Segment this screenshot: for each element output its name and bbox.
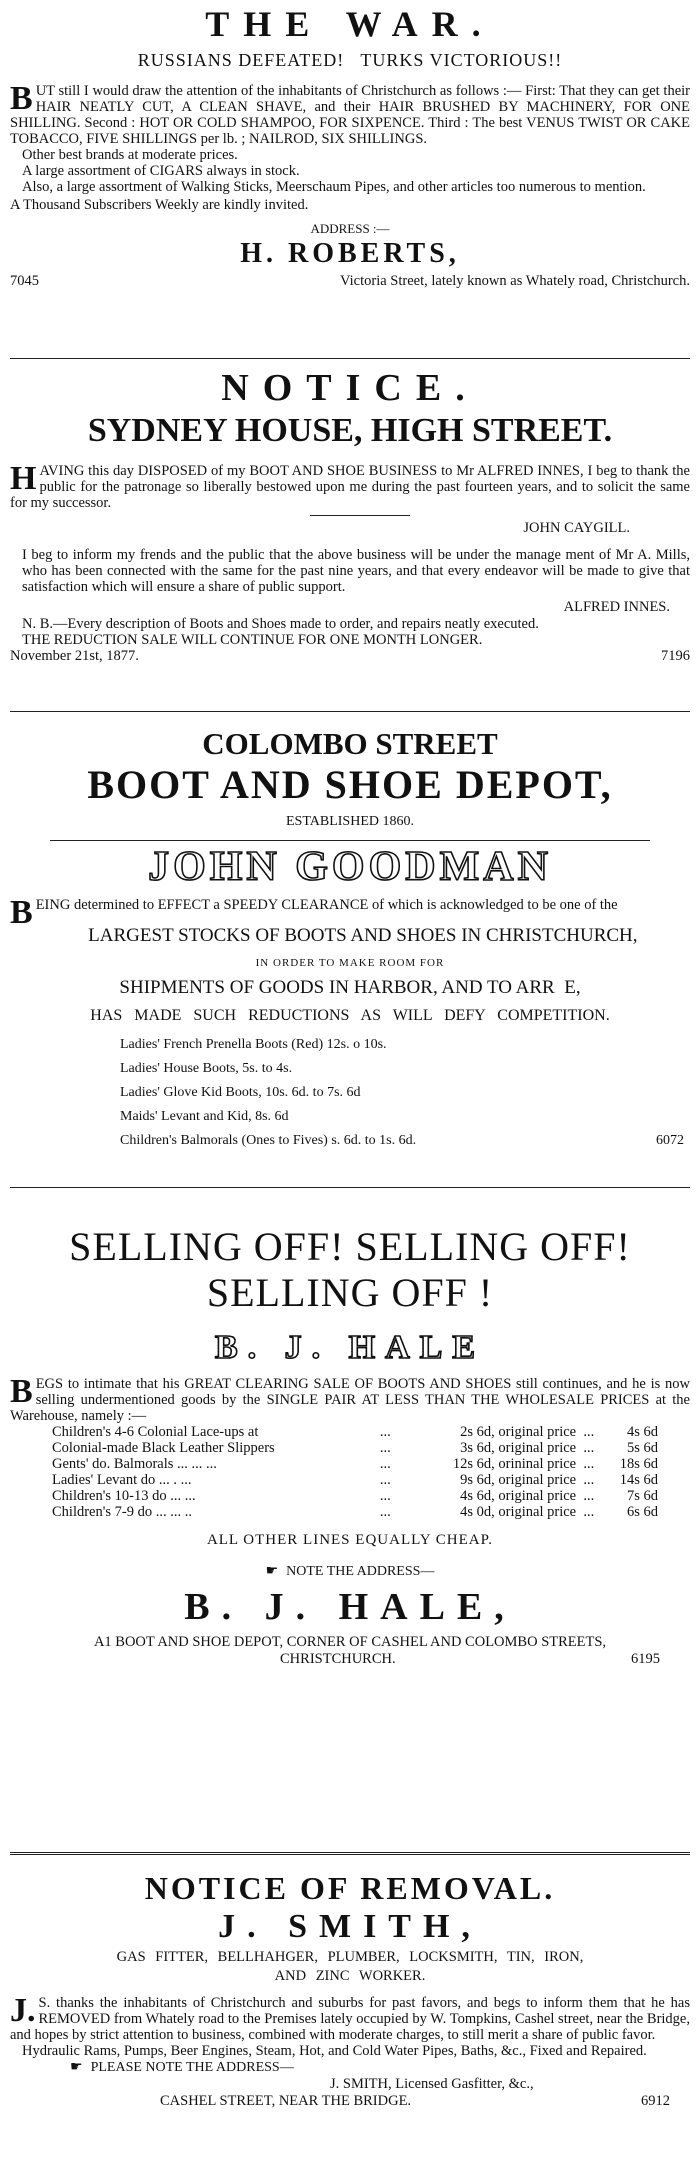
war-line-5: Also, a large assortment of Walking Sticks, Meerschaum Pipes, and other articles too numerous to mention. xyxy=(22,179,646,195)
war-proprietor-name: H. ROBERTS, xyxy=(240,238,460,269)
war-advertisement xyxy=(10,0,690,358)
hale-headline-2: SELLING OFF ! xyxy=(206,1270,494,1315)
colombo-item: Children's Balmorals (Ones to Fives) s. 6d. to 1s. 6d. xyxy=(120,1133,417,1148)
notice-short-rule xyxy=(310,515,410,516)
price-original: 14s 6d xyxy=(619,1472,658,1488)
hale-intro-text: EGS to intimate that his GREAT CLEARING SALE OF BOOTS AND SHOES still continues, and he is now selling undermentioned goods by the SINGLE PAIR AT LESS THAN THE WHOLESALE PRICES at the Warehouse, namely :— xyxy=(10,1376,690,1424)
price-now: 3s 6d, original price xyxy=(460,1440,577,1456)
notice-number: 7196 xyxy=(661,648,690,664)
colombo-largest: LARGEST STOCKS OF BOOTS AND SHOES IN CHRISTCHURCH, xyxy=(88,925,638,946)
smith-address: CASHEL STREET, NEAR THE BRIDGE. xyxy=(160,2093,412,2109)
smith-name: J. SMITH, xyxy=(218,1908,482,1945)
war-line-4: A large assortment of CIGARS always in stock. xyxy=(22,163,300,179)
hale-name-banner: B. J. HALE xyxy=(10,1326,690,1370)
war-address-row xyxy=(10,273,690,290)
price-item: Children's 7-9 do ... ... .. xyxy=(52,1504,192,1520)
smith-note xyxy=(10,2059,690,2076)
notice-drop-cap: H xyxy=(10,460,37,497)
colombo-proprietor: JOHN GOODMAN xyxy=(148,844,552,890)
price-original: 7s 6d xyxy=(626,1488,658,1504)
colombo-line-2: BOOT AND SHOE DEPOT, xyxy=(87,762,613,807)
pointing-hand-icon: ☛ xyxy=(265,1564,279,1579)
smith-title: NOTICE OF REMOVAL. xyxy=(144,1870,556,1906)
war-drop-cap: B xyxy=(10,80,33,117)
war-address-label: ADDRESS :— xyxy=(310,221,390,236)
smith-removal-notice xyxy=(10,1855,690,2175)
smith-para-text: S. thanks the inhabitants of Christchurch and suburbs for past favors, and begs to inform them that he has REMOVED from Whately road to the Premises lately occupied by W. Tompkins, Cashel street, near the Bridge, and hopes by strict attention to business, combined with moderate charges, to still merit a share of public favor. xyxy=(10,1995,690,2043)
price-original: 4s 6d xyxy=(626,1424,658,1440)
hale-number: 6195 xyxy=(631,1651,660,1667)
smith-trades-2: AND ZINC WORKER. xyxy=(274,1968,426,1984)
war-line-2: First: That they can get their HAIR NEATLY CUT, A CLEAN SHAVE, and their HAIR BRUSHED BY MACHINERY, FOR ONE SHILLING. Second : HOT OR COLD SHAMPOO, FOR SIXPENCE. Third : The best VENUS TWIST OR CAKE TOBACCO, FIVE SHILLINGS per lb. ; NAILROD, SIX SHILLINGS. xyxy=(10,83,690,147)
price-dots: ... xyxy=(379,1440,391,1456)
colombo-order: IN ORDER TO MAKE ROOM FOR xyxy=(255,957,445,969)
price-dots: ... xyxy=(583,1456,595,1472)
price-dots: ... xyxy=(583,1488,595,1504)
smith-trades-1: GAS FITTER, BELLHAHGER, PLUMBER, LOCKSMITH, TIN, IRON, xyxy=(116,1949,584,1965)
pointing-hand-icon: ☛ xyxy=(70,2060,83,2075)
price-row xyxy=(50,1440,660,1456)
hale-intro xyxy=(10,1373,690,1424)
colombo-shipments: SHIPMENTS OF GOODS IN HARBOR, AND TO ARR E, xyxy=(119,977,581,998)
war-line-6: A Thousand Subscribers Weekly are kindly invited. xyxy=(10,197,309,213)
price-dots: ... xyxy=(379,1424,391,1440)
war-ad-number: 7045 xyxy=(10,273,39,289)
price-original: 6s 6d xyxy=(626,1504,658,1520)
price-dots: ... xyxy=(583,1472,595,1488)
hale-note xyxy=(10,1563,690,1580)
price-dots: ... xyxy=(379,1456,391,1472)
notice-date-row xyxy=(10,648,690,665)
colombo-last-item-row xyxy=(120,1129,690,1153)
price-original: 5s 6d xyxy=(626,1440,658,1456)
colombo-number: 6072 xyxy=(656,1133,684,1148)
price-item: Ladies' Levant do ... . ... xyxy=(52,1472,192,1488)
hale-city: CHRISTCHURCH. xyxy=(280,1651,396,1667)
notice-paragraph-2: I beg to inform my frends and the public that the above business will be under the manage ment of Mr A. Mills, who has been connected with the same for the past nine years, and that every endeavor will be made to give that satisfaction which will ensure a share of public support. xyxy=(22,547,690,595)
price-row xyxy=(50,1504,660,1520)
price-now: 2s 6d, original price xyxy=(460,1424,577,1440)
hale-other-lines: ALL OTHER LINES EQUALLY CHEAP. xyxy=(206,1532,494,1548)
war-line-1: UT still I would draw the attention of the inhabitants of Christchurch as follows :— xyxy=(35,83,522,99)
price-now: 4s 6d, original price xyxy=(460,1488,577,1504)
colombo-item: Ladies' French Prenella Boots (Red) 12s. o 10s. xyxy=(120,1037,387,1052)
smith-number: 6912 xyxy=(641,2093,670,2109)
price-dots: ... xyxy=(379,1504,391,1520)
colombo-item: Maids' Levant and Kid, 8s. 6d xyxy=(120,1109,289,1124)
notice-title: NOTICE. xyxy=(221,367,479,409)
colombo-reductions: HAS MADE SUCH REDUCTIONS AS WILL DEFY COMPETITION. xyxy=(90,1007,610,1024)
hale-price-table xyxy=(50,1424,660,1520)
smith-drop-cap: J. xyxy=(10,1992,36,2029)
price-item: Children's 10-13 do ... ... xyxy=(52,1488,196,1504)
smith-paragraph xyxy=(10,1992,690,2043)
price-dots: ... xyxy=(583,1504,595,1520)
notice-subtitle: SYDNEY HOUSE, HIGH STREET. xyxy=(87,412,613,449)
notice-paragraph-1 xyxy=(10,460,690,511)
hale-advertisement xyxy=(10,1188,690,1852)
war-line-3: Other best brands at moderate prices. xyxy=(22,147,238,163)
price-row xyxy=(50,1472,660,1488)
price-dots: ... xyxy=(379,1488,391,1504)
colombo-depot-advertisement xyxy=(10,712,690,1187)
hale-headline-1: SELLING OFF! SELLING OFF! xyxy=(69,1224,631,1269)
war-subtitle: RUSSIANS DEFEATED! TURKS VICTORIOUS!! xyxy=(137,50,563,70)
notice-signature-1: JOHN CAYGILL. xyxy=(523,520,630,536)
notice-nb: N. B.—Every description of Boots and Shoes made to order, and repairs neatly executed. xyxy=(22,616,539,632)
hale-city-row xyxy=(10,1651,690,1668)
price-item: Gents' do. Balmorals ... ... ... xyxy=(52,1456,217,1472)
price-row xyxy=(50,1488,660,1504)
colombo-drop-cap: B xyxy=(10,894,33,931)
war-paragraph-1 xyxy=(10,80,690,147)
colombo-intro xyxy=(10,894,690,931)
colombo-item: Ladies' Glove Kid Boots, 10s. 6d. to 7s. 6d xyxy=(120,1085,361,1100)
colombo-line-1: COLOMBO STREET xyxy=(202,726,498,761)
price-now: 9s 6d, original price xyxy=(460,1472,577,1488)
notice-reduction: THE REDUCTION SALE WILL CONTINUE FOR ONE MONTH LONGER. xyxy=(22,632,483,648)
price-now: 12s 6d, orininal price xyxy=(452,1456,577,1472)
price-item: Children's 4-6 Colonial Lace-ups at xyxy=(52,1424,259,1440)
smith-address-row xyxy=(10,2093,690,2110)
smith-paragraph-2: Hydraulic Rams, Pumps, Beer Engines, Steam, Hot, and Cold Water Pipes, Baths, &c., Fixed and Repaired. xyxy=(22,2043,647,2059)
notice-para-1-text: AVING this day DISPOSED of my BOOT AND SHOE BUSINESS to Mr ALFRED INNES, I beg to thank the public for the patronage so liberally bestowed upon me during the past fourteen years, and to solicit the same for my successor. xyxy=(10,463,690,511)
hale-name: B. J. HALE, xyxy=(184,1586,516,1628)
price-row xyxy=(50,1424,660,1440)
hale-drop-cap: B xyxy=(10,1373,33,1410)
smith-note-text: PLEASE NOTE THE ADDRESS— xyxy=(90,2060,294,2075)
price-dots: ... xyxy=(583,1424,595,1440)
war-title: THE WAR. xyxy=(205,4,495,44)
colombo-intro-text: EING determined to EFFECT a SPEEDY CLEARANCE of which is acknowledged to be one of the xyxy=(35,897,618,913)
colombo-item: Ladies' House Boots, 5s. to 4s. xyxy=(120,1061,293,1076)
colombo-established: ESTABLISHED 1860. xyxy=(286,814,414,829)
hale-depot: A1 BOOT AND SHOE DEPOT, CORNER OF CASHEL AND COLOMBO STREETS, xyxy=(93,1634,607,1650)
notice-signature-2: ALFRED INNES. xyxy=(563,599,670,615)
price-dots: ... xyxy=(583,1440,595,1456)
price-item: Colonial-made Black Leather Slippers xyxy=(52,1440,275,1456)
colombo-items xyxy=(10,1033,690,1153)
price-now: 4s 0d, original price xyxy=(460,1504,577,1520)
hale-note-text: NOTE THE ADDRESS— xyxy=(286,1564,435,1579)
smith-signature: J. SMITH, Licensed Gasfitter, &c., xyxy=(330,2076,534,2092)
notice-date: November 21st, 1877. xyxy=(10,648,139,664)
war-address: Victoria Street, lately known as Whately road, Christchurch. xyxy=(340,273,690,289)
price-original: 18s 6d xyxy=(619,1456,658,1472)
price-dots: ... xyxy=(379,1472,391,1488)
sydney-house-notice xyxy=(10,359,690,711)
price-row xyxy=(50,1456,660,1472)
